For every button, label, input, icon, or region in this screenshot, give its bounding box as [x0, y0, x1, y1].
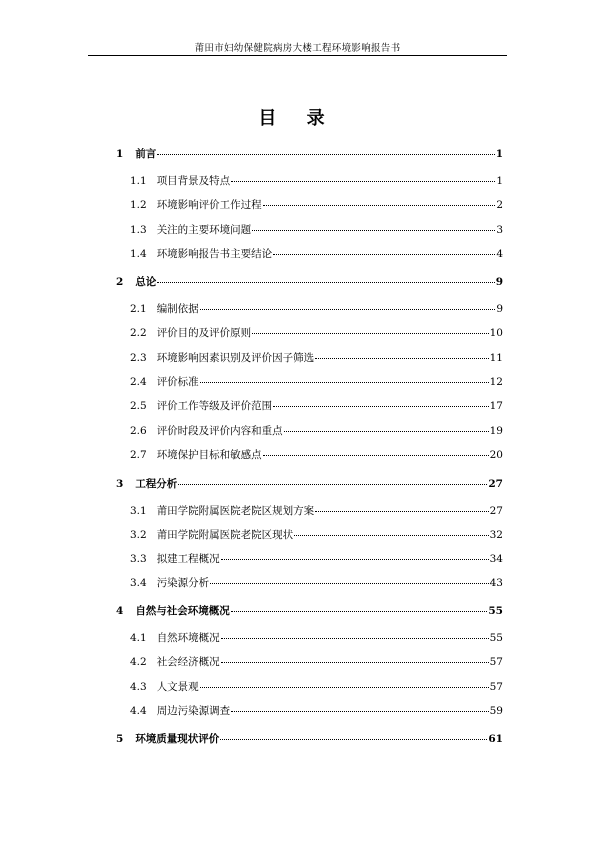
toc-page-number: 27	[489, 505, 503, 517]
toc-section-entry[interactable]	[130, 575, 503, 591]
toc-entry-label	[116, 603, 230, 619]
toc-entry-label	[130, 301, 199, 317]
dot-leader	[157, 281, 494, 283]
toc-entry-title: 环境保护目标和敏感点	[156, 449, 262, 461]
toc-entry-title: 项目背景及特点	[156, 175, 231, 187]
toc-entry-label	[130, 575, 209, 591]
toc-entry-number: 2	[116, 276, 124, 288]
toc-page-number: 9	[496, 303, 503, 315]
toc-entry-number: 1.1	[130, 175, 147, 187]
toc-entry-label	[130, 630, 220, 646]
toc-chapter-entry[interactable]	[116, 731, 503, 747]
toc-page-number: 59	[489, 705, 503, 717]
dot-leader	[263, 454, 489, 456]
toc-entry-label	[130, 527, 293, 543]
toc-entry-number: 4.2	[130, 656, 147, 668]
toc-entry-label	[116, 476, 177, 492]
toc-section-entry[interactable]	[130, 703, 503, 719]
toc-entry-label	[130, 173, 230, 189]
toc-entry-label	[130, 423, 283, 439]
toc-entry-title: 人文景观	[156, 681, 199, 693]
toc-entry-title: 污染源分析	[156, 577, 210, 589]
toc-entry-number: 2.2	[130, 327, 147, 339]
toc-page-number: 20	[489, 449, 503, 461]
toc-page-number: 27	[488, 478, 503, 490]
dot-leader	[231, 180, 495, 182]
toc-entry-title: 莆田学院附属医院老院区规划方案	[156, 505, 315, 517]
toc-entry-title: 莆田学院附属医院老院区现状	[156, 529, 294, 541]
toc-section-entry[interactable]	[130, 447, 503, 463]
toc-page-number: 61	[488, 733, 503, 745]
toc-chapter-entry[interactable]	[116, 146, 503, 162]
toc-entry-number: 2.5	[130, 400, 147, 412]
dot-leader	[210, 582, 488, 584]
dot-leader	[231, 610, 488, 612]
toc-entry-number: 2.7	[130, 449, 147, 461]
toc-section-entry[interactable]	[130, 398, 503, 414]
toc-entry-number: 3.2	[130, 529, 147, 541]
toc-section-entry[interactable]	[130, 173, 503, 189]
toc-entry-label	[116, 146, 156, 162]
toc-entry-number: 4.3	[130, 681, 147, 693]
toc-section-entry[interactable]	[130, 630, 503, 646]
dot-leader	[294, 534, 488, 536]
toc-section-entry[interactable]	[130, 503, 503, 519]
toc-entry-label	[116, 731, 219, 747]
toc-page-number: 4	[496, 248, 503, 260]
toc-page-number: 55	[489, 632, 503, 644]
toc-entry-label	[130, 197, 262, 213]
toc-page-number: 1	[495, 148, 503, 160]
toc-entry-title: 工程分析	[135, 478, 178, 490]
toc-entry-number: 3.4	[130, 577, 147, 589]
dot-leader	[315, 357, 488, 359]
toc-page-number: 12	[489, 376, 503, 388]
header-rule	[88, 55, 507, 56]
toc-entry-label	[130, 222, 251, 238]
toc-entry-label	[130, 503, 314, 519]
toc-section-entry[interactable]	[130, 350, 503, 366]
toc-entry-number: 3	[116, 478, 124, 490]
toc-entry-title: 自然环境概况	[156, 632, 220, 644]
dot-leader	[157, 153, 494, 155]
toc-entry-title: 前言	[135, 148, 157, 160]
toc-entry-number: 2.6	[130, 425, 147, 437]
toc-page-number: 43	[489, 577, 503, 589]
dot-leader	[231, 710, 488, 712]
toc-page-number: 3	[496, 224, 503, 236]
toc-section-entry[interactable]	[130, 197, 503, 213]
toc-entry-label	[116, 274, 156, 290]
toc-page-number: 1	[496, 175, 503, 187]
dot-leader	[315, 510, 488, 512]
toc-section-entry[interactable]	[130, 551, 503, 567]
toc-entry-number: 2.4	[130, 376, 147, 388]
toc-chapter-entry[interactable]	[116, 274, 503, 290]
toc-entry-title: 评价目的及评价原则	[156, 327, 252, 339]
toc-entry-title: 拟建工程概况	[156, 553, 220, 565]
toc-entry-number: 5	[116, 733, 124, 745]
toc-entry-title: 编制依据	[156, 303, 199, 315]
toc-entry-number: 3.1	[130, 505, 147, 517]
toc-entry-title: 环境质量现状评价	[135, 733, 220, 745]
dot-leader	[252, 332, 488, 334]
toc-entry-label	[130, 703, 230, 719]
toc-entry-number: 1.3	[130, 224, 147, 236]
running-header: 莆田市妇幼保健院病房大楼工程环境影响报告书	[194, 43, 401, 54]
toc-entry-number: 1.4	[130, 248, 147, 260]
toc-section-entry[interactable]	[130, 325, 503, 341]
dot-leader	[252, 229, 495, 231]
dot-leader	[273, 405, 488, 407]
dot-leader	[200, 381, 489, 383]
toc-chapter-entry[interactable]	[116, 603, 503, 619]
toc-entry-number: 2.1	[130, 303, 147, 315]
toc-entry-label	[130, 447, 262, 463]
toc-title: 目 录	[258, 108, 337, 129]
toc-section-entry[interactable]	[130, 527, 503, 543]
toc-page-number: 34	[489, 553, 503, 565]
toc-entry-number: 1.2	[130, 199, 147, 211]
toc-entry-title: 评价标准	[156, 376, 199, 388]
toc-entry-title: 总论	[135, 276, 157, 288]
dot-leader	[221, 558, 489, 560]
toc-entry-label	[130, 679, 199, 695]
toc-page-number: 57	[489, 681, 503, 693]
toc-entry-number: 4.4	[130, 705, 147, 717]
toc-entry-label	[130, 374, 199, 390]
toc-entry-title: 周边污染源调查	[156, 705, 231, 717]
dot-leader	[178, 483, 487, 485]
toc-section-entry[interactable]	[130, 246, 503, 262]
dot-leader	[200, 686, 489, 688]
toc-entry-title: 社会经济概况	[156, 656, 220, 668]
dot-leader	[220, 738, 487, 740]
toc-entry-number: 4.1	[130, 632, 147, 644]
toc-entry-number: 4	[116, 605, 124, 617]
toc-page-number: 32	[489, 529, 503, 541]
toc-entry-label	[130, 350, 314, 366]
toc-entry-label	[130, 325, 251, 341]
toc-section-entry[interactable]	[130, 654, 503, 670]
toc-entry-label	[130, 398, 272, 414]
toc-entry-label	[130, 654, 220, 670]
toc-entry-title: 评价时段及评价内容和重点	[156, 425, 283, 437]
dot-leader	[221, 661, 489, 663]
toc-entry-number: 3.3	[130, 553, 147, 565]
dot-leader	[221, 637, 489, 639]
toc-section-entry[interactable]	[130, 222, 503, 238]
toc-entry-title: 评价工作等级及评价范围	[156, 400, 273, 412]
toc-page-number: 10	[489, 327, 503, 339]
toc-page-number: 2	[496, 199, 503, 211]
toc-entry-title: 自然与社会环境概况	[135, 605, 230, 617]
toc-section-entry[interactable]	[130, 301, 503, 317]
toc-page-number: 9	[495, 276, 503, 288]
toc-page-number: 57	[489, 656, 503, 668]
toc-page-number: 19	[489, 425, 503, 437]
toc-entry-label	[130, 551, 220, 567]
dot-leader	[284, 430, 489, 432]
toc-entry-title: 关注的主要环境问题	[156, 224, 252, 236]
toc-entry-title: 环境影响因素识别及评价因子筛选	[156, 352, 315, 364]
dot-leader	[200, 308, 496, 310]
dot-leader	[273, 253, 495, 255]
toc-section-entry[interactable]	[130, 423, 503, 439]
toc-page-number: 55	[488, 605, 503, 617]
toc-entry-title: 环境影响评价工作过程	[156, 199, 262, 211]
toc-entry-number: 2.3	[130, 352, 147, 364]
toc-chapter-entry[interactable]	[116, 476, 503, 492]
toc-page-number: 11	[489, 352, 503, 364]
toc-section-entry[interactable]	[130, 374, 503, 390]
toc-entry-label	[130, 246, 272, 262]
toc-entry-title: 环境影响报告书主要结论	[156, 248, 273, 260]
toc-entry-number: 1	[116, 148, 124, 160]
dot-leader	[263, 204, 496, 206]
toc-section-entry[interactable]	[130, 679, 503, 695]
toc-page-number: 17	[489, 400, 503, 412]
